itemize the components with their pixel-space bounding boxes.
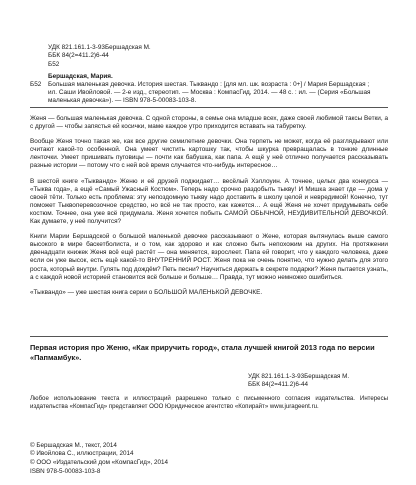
divider-middle bbox=[30, 336, 388, 337]
annotation bbox=[30, 115, 388, 304]
annotation-paragraph-5: «Тыквандо» — уже шестая книга серии о БОЛЬШОЙ МАЛЕНЬКОЙ ДЕВОЧКЕ. bbox=[30, 288, 263, 296]
annotation-paragraph-3: В шестой книге «Тыквандо» Женю и её друзей поджидает… весёлый Хэллоуин. А точнее, целых два конкурса — «Тыква года», а ещё «Самый Ужасный Костюм». Теперь надо срочно раздобыть тыкву! И Мишка знает где — дома у своей тёти. Только есть проблема: эту непоздомную тыкву надо доставить в школу целой и невредимой! Конечно, тут поможет Тыквоперевозочное средство, но всё не так просто, как кажется… А ещё Женя не хочет придумывать себе костюм. Точнее, она уже всё придумала. Женя хочется побыть САМОЙ ОБЫЧНОЙ, НЕУДИВИТЕЛЬНОЙ ДЕВОЧКОЙ. Как думаете, у неё получится? bbox=[30, 177, 388, 226]
divider-top bbox=[30, 107, 388, 108]
catalog-record bbox=[30, 73, 388, 105]
award-headline: Первая история про Женю, «Как приручить город», стала лучшей книгой 2013 года по версии «Папмамбук». bbox=[30, 343, 375, 362]
udk-code: УДК 821.161.1-3-93Бершадская М. bbox=[48, 44, 151, 51]
catalog-line-3: маленькая девочка»). — ISBN 978-5-00083-103-8. bbox=[48, 97, 197, 105]
annotation-paragraph-2: Вообще Женя точно такая же, как все другие семилетние девочки. Она терпеть не может, когда её разглядывают или считают какой-то особенной. Она умеет чистить картошку так, чтобы шкурка превращалась в тонкие длинные ленточки. Умеет пришивать пуговицы — почти как бабушка, как папа. А ещё у неё отлично получается рассказывать разные истории — потому что с ней всё время случается что-нибудь интересное… bbox=[30, 138, 388, 170]
catalog-line-2: ил. Саши Ивойловой. — 2-е изд., стереотип. — Москва : КомпасГид, 2014. — 48 с. : ил. — (Серия «Большая bbox=[48, 89, 371, 97]
udk-code-bottom: УДК 821.161.1-3-93Бершадская М. bbox=[248, 373, 350, 380]
copyright-publisher: © ООО «Издательский дом «КомпасГид», 2014 bbox=[30, 458, 168, 466]
author-sign: Б52 bbox=[48, 60, 60, 68]
annotation-paragraph-4: Книги Марии Бершадской о большой маленькой девочке рассказывают о Жене, которая вытянулась выше самого высокого в мире баскетболиста, и о том, как здорово и как сложно быть непохожим на других. На протяжении двенадцати книжек Женя всё ещё растёт — она меняется, взрослеет. Папа ей говорит, что у каждого человека, даже если он уже высок, есть ещё какой-то ВНУТРЕННИЙ РОСТ. Женя пока не очень понятно, что нужно делать для этого роста, который внутри. Гулять под дождём? Петь песни? Научиться держать в секрете подарки? Женя пытается узнать, а с каждой новой историей становится всё больше и больше… Правда, тут можно немножко ошибиться. bbox=[30, 233, 388, 281]
catalog-line-1: Большая маленькая девочка. История шестая. Тыквандо : [для мл. шк. возраста : 0+] / Мария Бершадская ; bbox=[48, 81, 370, 89]
bottom-bibliographic-codes bbox=[248, 373, 388, 389]
top-bibliographic-codes bbox=[48, 44, 151, 69]
isbn: ISBN 978-5-00083-103-8 bbox=[30, 468, 101, 475]
copyright-illustrations: © Ивойлова С., иллюстрации, 2014 bbox=[30, 450, 134, 458]
annotation-paragraph-1: Женя — большая маленькая девочка. С одной стороны, в семье она младше всех, даже своей любимой таксы Ветки, а с другой — чтобы запястья ей косички, маме каждое утро приходится вставать на табуретку. bbox=[30, 115, 388, 131]
copyright-block bbox=[30, 442, 168, 467]
catalog-code: Б52 bbox=[30, 81, 42, 89]
bbk-code: ББК 84(2=411.2)6-44 bbox=[48, 52, 109, 60]
copyright-text: © Бершадская М., текст, 2014 bbox=[30, 442, 117, 449]
rights-notice: Любое использование текста и иллюстраций разрешено только с письменного согласия издательства. Интересы издательства «КомпасГид» представляет ООО Юридическое агентство «Копирайт» www.jurageent.ru. bbox=[30, 395, 388, 410]
catalog-author: Бершадская, Мария. bbox=[48, 73, 113, 80]
bbk-code-bottom: ББК 84(2=411.2)6-44 bbox=[248, 381, 308, 389]
